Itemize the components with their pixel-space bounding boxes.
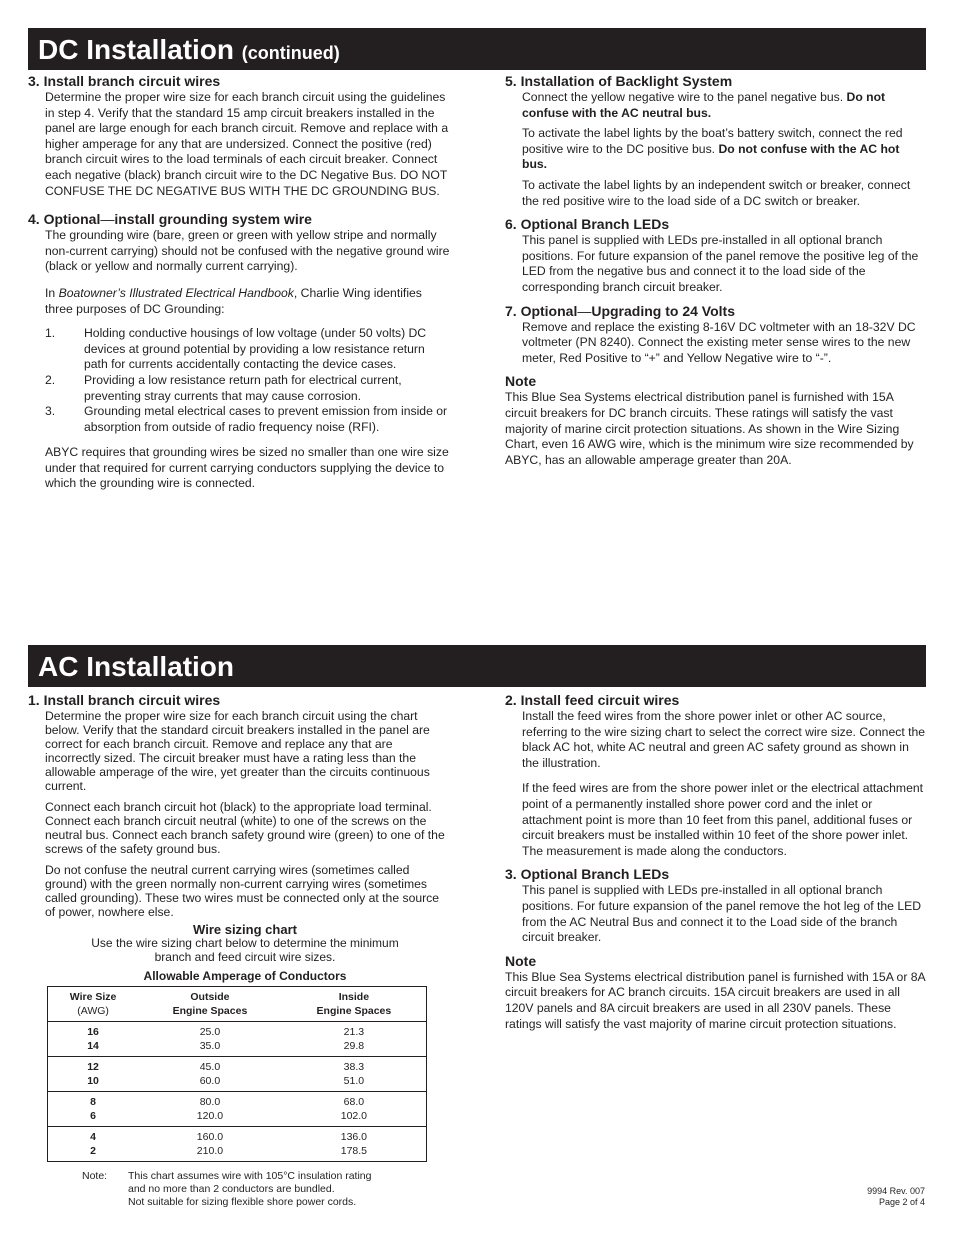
wire-chart-note-line: This chart assumes wire with 105°C insulation rating <box>128 1170 372 1182</box>
col-header-unit: (AWG) <box>77 1005 109 1017</box>
dc-s4-heading-dash: — <box>100 211 115 228</box>
dc-note-heading: Note <box>505 373 537 390</box>
awg-value: 16 <box>87 1026 99 1038</box>
list-item-text: Providing a low resistance return path for electrical current, preventing stray currents that may cause corrosion. <box>84 372 402 403</box>
wire-chart-note-label: Note: <box>82 1170 108 1182</box>
awg-value: 4 <box>90 1131 96 1143</box>
table-header-row <box>48 987 427 1022</box>
ac-right-column <box>505 692 927 1038</box>
dc-s5-p3: To activate the label lights by an independent switch or breaker, connect the red positive wire to the load side of a DC switch or breaker. <box>522 177 911 208</box>
dc-right-column <box>505 73 927 474</box>
awg-value: 2 <box>90 1145 96 1157</box>
ac-s1-p2: Connect each branch circuit hot (black) to the appropriate load terminal. Connect each branch circuit neutral (white) to one of the screws on the neutral bus. Connect each branch safety ground wire (green) to one of the screws of the safety ground bus. <box>45 800 445 856</box>
ac-section-3 <box>505 866 927 945</box>
col-header-line: Wire Size <box>69 991 117 1003</box>
inside-cell <box>282 1057 427 1092</box>
ac-note <box>505 953 927 1032</box>
col-header-line: Engine Spaces <box>172 1005 248 1017</box>
col-inside-header <box>282 987 427 1022</box>
dc-s4-book-title: Boatowner’s Illustrated Electrical Handbook <box>58 285 294 300</box>
dc-s4-intro-post: , Charlie Wing identifies three purposes of DC Grounding: <box>45 285 422 316</box>
awg-cell <box>48 1127 139 1162</box>
wire-chart-title: Wire sizing chart <box>193 922 297 937</box>
dc-installation-banner <box>28 28 926 70</box>
outside-cell <box>138 1022 282 1057</box>
dc-section-5 <box>505 73 927 209</box>
amp-value: 68.0 <box>343 1096 365 1108</box>
wire-amperage-table <box>47 986 427 1162</box>
awg-value: 12 <box>87 1061 99 1073</box>
ac-note-body: This Blue Sea Systems electrical distribution panel is furnished with 15A or 8A circuit breakers for AC branch circuits. 15A circuit breakers are used in all 120V panels and 8A circuit breakers are used in all 230V panels. These ratings will satisfy the vast majority of marine circuit protection situations. <box>505 969 926 1031</box>
amp-value: 120.0 <box>196 1110 224 1122</box>
dc-left-column <box>28 73 450 498</box>
dc-section-4 <box>28 211 450 492</box>
awg-value: 8 <box>90 1096 96 1108</box>
list-item-text: Grounding metal electrical cases to prevent emission from inside or absorption from outside of radio frequency noise (RFI). <box>84 404 448 434</box>
amp-value: 21.3 <box>343 1026 365 1038</box>
dc-s5-heading: 5. Installation of Backlight System <box>505 73 733 89</box>
ac-section-2 <box>505 692 927 859</box>
dc-section-7 <box>505 303 927 367</box>
outside-cell <box>138 1127 282 1162</box>
grounding-purposes-list <box>45 326 450 435</box>
dc-s5-p1-warning: Do not confuse with the AC neutral bus. <box>522 90 886 120</box>
table-row <box>48 1057 427 1092</box>
dc-s4-body: The grounding wire (bare, green or green with yellow stripe and normally non-current carrying) should not be confused with the negative ground wire (black or yellow and normally current carrying). <box>45 228 450 274</box>
dc-s4-heading-part-b: install grounding system wire <box>114 211 312 228</box>
amp-value: 80.0 <box>199 1096 221 1108</box>
dc-section-3 <box>28 73 450 199</box>
amp-value: 160.0 <box>196 1131 224 1143</box>
dc-note-body: This Blue Sea Systems electrical distribution panel is furnished with 15A circuit breakers for DC branch circuits. These ratings will satisfy the vast majority of marine circit protection situations. As shown in the Wire Sizing Chart, even 16 AWG wire, which is the minimum wire size recommended by ABYC, has an allowable amperage greater than 20A. <box>505 390 914 467</box>
ac-s2-heading: 2. Install feed circuit wires <box>505 692 680 708</box>
table-row <box>48 1022 427 1057</box>
dc-s7-heading <box>505 303 927 320</box>
inside-cell <box>282 1127 427 1162</box>
inside-cell <box>282 1092 427 1127</box>
ac-title: AC Installation <box>38 651 235 682</box>
dc-title-suffix: (continued) <box>241 43 340 63</box>
dc-s5-p2-warning: Do not confuse with the AC hot bus. <box>522 141 900 172</box>
dc-s4-intro <box>45 286 450 317</box>
list-item-number: 3. <box>45 404 56 419</box>
ac-s1-p3: Do not confuse the neutral current carrying wires (sometimes called ground) with the green normally non-current carrying wires (sometimes called grounding). These two wires must be connected only at the source of power, nowhere else. <box>45 863 440 919</box>
list-item-number: 1. <box>45 326 56 341</box>
dc-s4-intro-pre: In <box>45 285 59 300</box>
dc-s7-body: Remove and replace the existing 8-16V DC voltmeter with an 18-32V DC voltmeter (PN 8240). Connect the existing meter sense wires to the new meter, Red Positive to “+” and Yellow Negative wire to “-”. <box>522 319 916 365</box>
dc-s3-heading: 3. Install branch circuit wires <box>28 73 221 89</box>
amp-value: 45.0 <box>199 1061 221 1073</box>
ac-s1-heading: 1. Install branch circuit wires <box>28 692 221 708</box>
dc-s6-heading: 6. Optional Branch LEDs <box>505 216 670 233</box>
awg-value: 14 <box>87 1040 99 1052</box>
list-item-text: Holding conductive housings of low voltage (under 50 volts) DC devices at ground potential by providing a low resistance return path for currents accidentally contacting the device cases. <box>84 326 427 372</box>
amp-value: 102.0 <box>340 1110 368 1122</box>
amp-value: 136.0 <box>340 1131 368 1143</box>
amp-value: 60.0 <box>199 1075 221 1087</box>
dc-section-6 <box>505 216 927 295</box>
outside-cell <box>138 1057 282 1092</box>
ac-left-column <box>28 692 450 925</box>
page-footer <box>867 1186 925 1208</box>
ac-s2-p2: If the feed wires are from the shore power inlet or the electrical attachment point of a permanently installed shore power cord and the inlet or attachment point is more than 10 feet from this panel, additional fuses or circuit breakers must be installed within 10 feet of the shore power inlet. The measurement is made along the conductors. <box>522 781 924 858</box>
list-item <box>45 326 450 373</box>
dc-s7-heading-dash: — <box>577 302 592 319</box>
wire-chart-subtitle-2: branch and feed circuit wire sizes. <box>154 949 336 964</box>
table-row <box>48 1127 427 1162</box>
amp-value: 29.8 <box>343 1040 365 1052</box>
col-wire-size-header <box>48 987 139 1022</box>
dc-s5-p1 <box>522 90 927 121</box>
amp-value: 38.3 <box>343 1061 365 1073</box>
wire-chart-note-line: Not suitable for sizing flexible shore power cords. <box>128 1196 357 1209</box>
doc-revision: 9994 Rev. 007 <box>867 1186 925 1196</box>
col-header-line: Engine Spaces <box>316 1005 392 1017</box>
ac-s1-p1: Determine the proper wire size for each branch circuit using the chart below. Verify that the standard circuit breakers installed in the panel are correct for each branch circuit. Remove and replace any that are incorrectly sized. The circuit breaker must have a rating less than the allowable amperage of the wire, yet greater than the circuits continuous current. <box>45 709 430 793</box>
ac-s3-body: This panel is supplied with LEDs pre-installed in all optional branch positions. For future expansion of the panel remove the hot leg of the LED from the AC Neutral Bus and connect it to the Load side of the branch circuit breaker. <box>522 883 922 945</box>
dc-s3-body: Determine the proper wire size for each branch circuit using the guidelines in step 4. Verify that the standard 15 amp circuit breakers installed in the panel are large enough for each branch circuit. Remove and replace with a higher amperage for any that are undersized. Connect the positive (red) branch circuit wires to the load terminals of each circuit breaker. Connect each negative (black) branch circuit wire to the DC Negative Bus. DO NOT CONFUSE THE DC NEGATIVE BUS WITH THE DC GROUNDING BUS. <box>45 90 449 198</box>
wire-chart-note <box>82 1170 445 1210</box>
ac-installation-banner <box>28 645 926 687</box>
col-outside-header <box>138 987 282 1022</box>
ac-s2-p1: Install the feed wires from the shore power inlet or other AC source, referring to the wire sizing chart to select the correct wire size. Connect the black AC hot, white AC neutral and green AC safety ground as shown in the illustration. <box>522 709 926 770</box>
amp-value: 210.0 <box>196 1145 224 1157</box>
list-item <box>45 373 450 404</box>
awg-value: 10 <box>87 1075 99 1087</box>
awg-cell <box>48 1022 139 1057</box>
dc-s6-body: This panel is supplied with LEDs pre-installed in all optional branch positions. For future expansion of the panel remove the positive leg of the LED from the negative bus and connect it to the load side of the corresponding branch circuit breaker. <box>522 233 919 294</box>
amp-value: 35.0 <box>199 1040 221 1052</box>
dc-s5-p1-text: Connect the yellow negative wire to the panel negative bus. <box>522 90 847 104</box>
awg-value: 6 <box>90 1110 96 1122</box>
col-header-line: Inside <box>338 991 370 1003</box>
dc-s4-abyc: ABYC requires that grounding wires be sized no smaller than one wire size under that required for current carrying conductors supplying the device to which the grounding wire is connected. <box>45 445 449 491</box>
dc-s7-heading-part-a: 7. Optional <box>505 302 578 319</box>
outside-cell <box>138 1092 282 1127</box>
amp-value: 178.5 <box>340 1145 368 1157</box>
wire-chart-note-line: and no more than 2 conductors are bundled. <box>128 1183 335 1196</box>
wire-chart-subtitle-1: Use the wire sizing chart below to determine the minimum <box>91 936 399 950</box>
awg-cell <box>48 1092 139 1127</box>
awg-cell <box>48 1057 139 1092</box>
ac-note-heading: Note <box>505 952 537 969</box>
dc-s4-heading-part-a: 4. Optional <box>28 211 101 228</box>
dc-s4-heading <box>28 211 450 228</box>
dc-title: DC Installation <box>38 34 235 65</box>
dc-s5-p2-text: To activate the label lights by the boat’s battery switch, connect the red positive wire to the DC positive bus. <box>522 126 903 156</box>
dc-note <box>505 373 927 468</box>
wire-sizing-chart <box>45 922 445 1210</box>
wire-table-caption: Allowable Amperage of Conductors <box>143 969 347 983</box>
dc-s5-p2 <box>522 126 927 173</box>
col-header-line: Outside <box>190 991 230 1003</box>
dc-s7-heading-part-b: Upgrading to 24 Volts <box>591 302 735 319</box>
table-row <box>48 1092 427 1127</box>
amp-value: 25.0 <box>199 1026 221 1038</box>
list-item <box>45 404 450 435</box>
inside-cell <box>282 1022 427 1057</box>
ac-s3-heading: 3. Optional Branch LEDs <box>505 866 670 883</box>
page-number: Page 2 of 4 <box>878 1197 925 1207</box>
list-item-number: 2. <box>45 372 56 387</box>
amp-value: 51.0 <box>343 1075 365 1087</box>
